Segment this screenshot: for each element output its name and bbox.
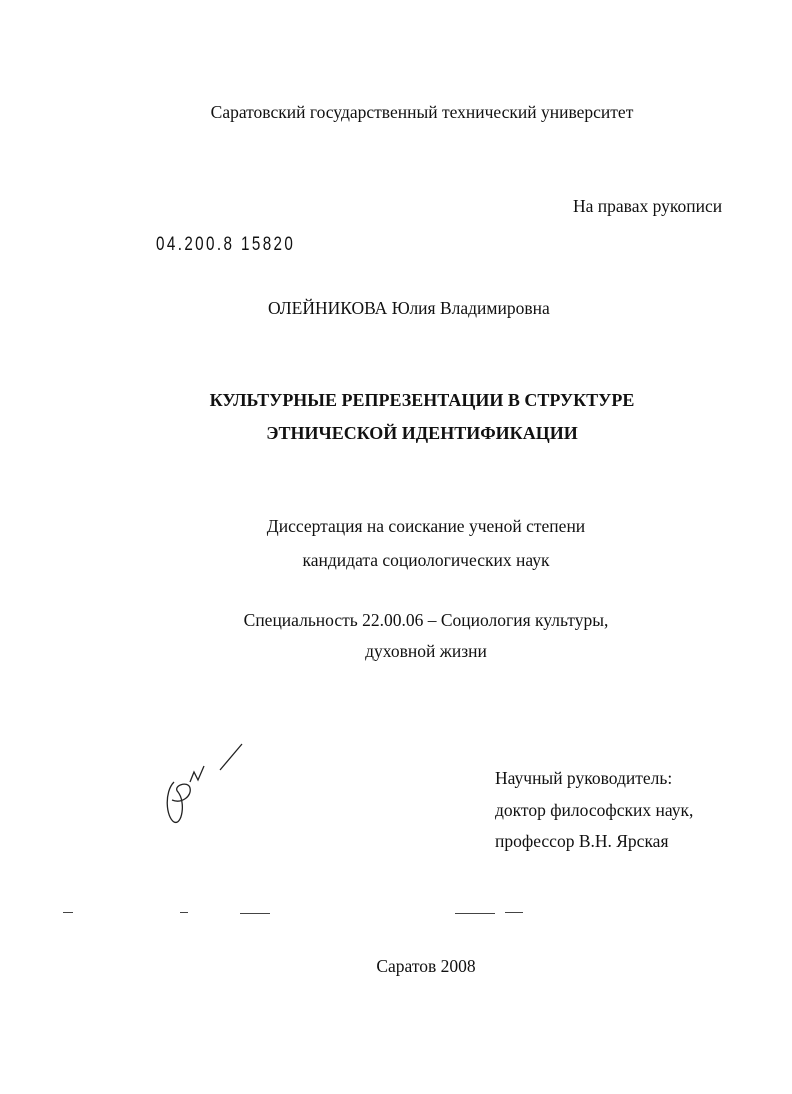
degree-line-2: кандидата социологических наук: [302, 550, 550, 570]
scan-speck: [505, 912, 523, 913]
scan-speck: [455, 913, 495, 914]
title-line-2: ЭТНИЧЕСКОЙ ИДЕНТИФИКАЦИИ: [266, 423, 578, 443]
advisor-name: профессор В.Н. Ярская: [495, 831, 669, 851]
registration-stamp: 04.200.8 15820: [156, 234, 296, 255]
rights-note: На правах рукописи: [573, 196, 723, 216]
specialty-line-1: Специальность 22.00.06 – Социология культуры,: [243, 610, 609, 630]
advisor-degree: доктор философских наук,: [495, 800, 694, 820]
scan-speck: [180, 912, 188, 913]
handwritten-signature: [160, 742, 250, 832]
place-year: Саратов 2008: [376, 956, 476, 976]
degree-line-1: Диссертация на соискание ученой степени: [266, 516, 586, 536]
author-name: ОЛЕЙНИКОВА Юлия Владимировна: [268, 298, 550, 318]
university-name: Саратовский государственный технический университет: [210, 102, 634, 122]
specialty-line-2: духовной жизни: [365, 641, 487, 661]
scan-speck: [240, 913, 270, 914]
advisor-label: Научный руководитель:: [495, 768, 673, 788]
scan-speck: [63, 912, 73, 913]
title-line-1: КУЛЬТУРНЫЕ РЕПРЕЗЕНТАЦИИ В СТРУКТУРЕ: [209, 390, 635, 410]
